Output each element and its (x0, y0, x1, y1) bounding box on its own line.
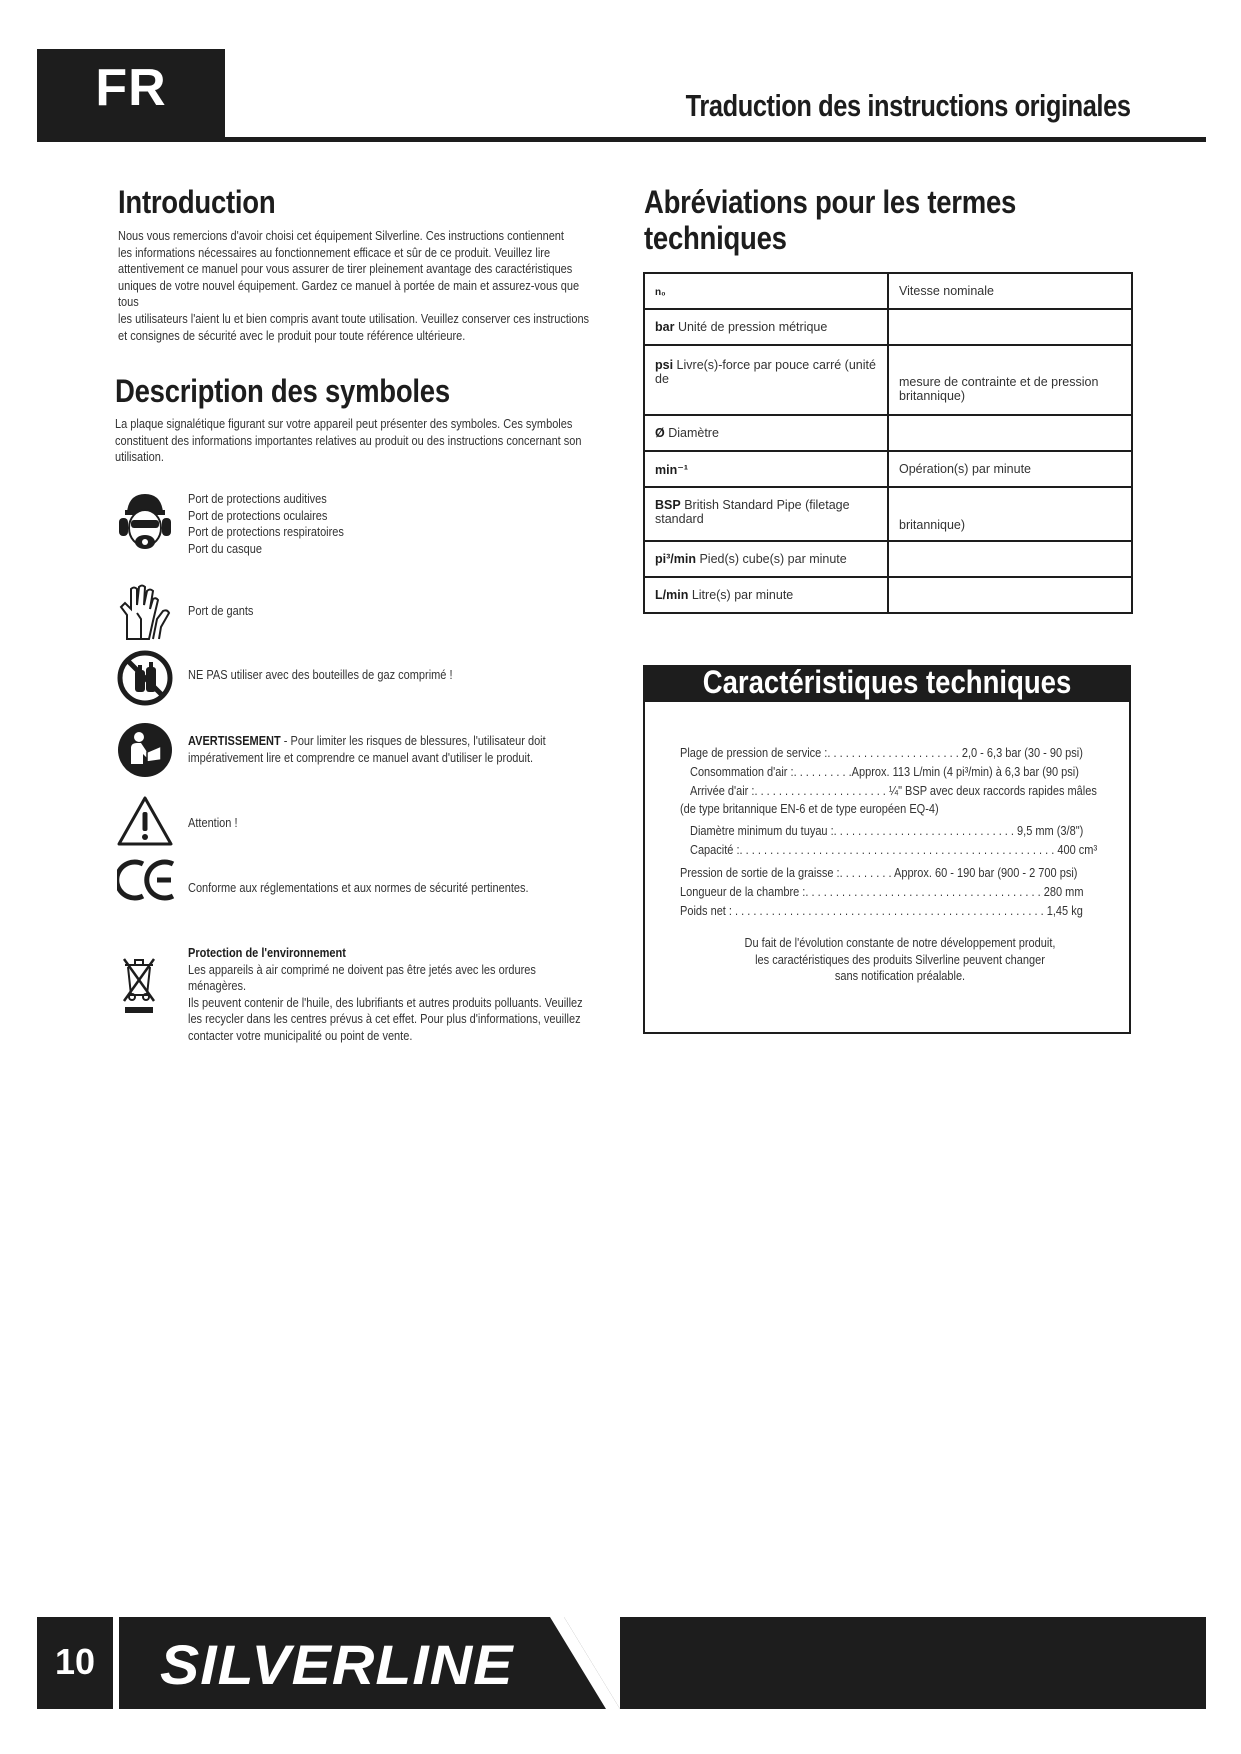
symbols-intro-text: La plaque signalétique figurant sur votre appareil peut présenter des symboles. Ces symboles constituent des informations importantes relatives au produit ou des instructions concernant son utilisation. (115, 417, 582, 465)
warning-triangle-icon (117, 795, 173, 851)
spec-line: Plage de pression de service :. . . . . . . . . . . . . . . . . . . . . . 2,0 - 6,3 bar (30 - 90 psi) (680, 746, 1083, 760)
page-title: Traduction des instructions originales (686, 88, 1131, 123)
spec-line: Consommation d'air :. . . . . . . . . .Approx. 113 L/min (4 pi³/min) à 6,3 bar (90 psi) (690, 765, 1079, 779)
introduction-heading: Introduction (118, 184, 276, 220)
table-row: pi³/min Pied(s) cube(s) par minute (644, 541, 1132, 577)
abbreviations-heading-line1: Abréviations pour les termes (644, 184, 1017, 220)
ce-mark-icon (117, 858, 173, 914)
table-row: BSP British Standard Pipe (filetage standard britannique) (644, 487, 1132, 541)
specs-heading: Caractéristiques techniques (702, 664, 1072, 700)
spec-line: (de type britannique EN-6 et de type européen EQ-4) (680, 802, 939, 816)
spec-line: Poids net : . . . . . . . . . . . . . . . . . . . . . . . . . . . . . . . . . . . . . . . . . . . . . . . . . . . 1,45 kg (680, 904, 1083, 918)
introduction-text: Nous vous remercions d'avoir choisi cet équipement Silverline. Ces instructions contiennent les informations nécessaires au fonctionnement efficace et sûr de ce produit. Veuillez lire attentivement ce manuel pour vous assurer de tirer pleinement avantage des caractéristiques uniques de votre nouvel équipement. Gardez ce manuel à portée de main et assurez-vous que tous les utilisateurs l'aient lu et bien compris avant toute utilisation. Veuillez conserver ces instructions et consignes de sécurité avec le produit pour toute référence ultérieure. (118, 229, 590, 343)
brand-logo: SILVERLINE (160, 1633, 514, 1696)
spec-line: Longueur de la chambre :. . . . . . . . . . . . . . . . . . . . . . . . . . . . . . . . . . . . . . . 280 mm (680, 885, 1084, 899)
page-number: 10 (54, 1641, 96, 1682)
symbol-text-gloves: Port de gants (188, 604, 254, 618)
table-row: n₀ Vitesse nominale (644, 273, 1132, 309)
symbol-text-protective-gear: Port de protections auditives Port de protections oculaires Port de protections respiratoires Port du casque (188, 492, 344, 556)
footer-divider (113, 1617, 119, 1709)
no-gas-bottles-icon (117, 650, 173, 706)
symbol-text-warning-manual: AVERTISSEMENT - Pour limiter les risques de blessures, l'utilisateur doit impérativement lire et comprendre ce manuel avant d'utiliser le produit. (188, 734, 546, 765)
header-rule (37, 137, 1206, 142)
protective-gear-icon (117, 490, 173, 546)
abbreviations-heading-line2: techniques (644, 220, 787, 256)
symbol-text-attention: Attention ! (188, 816, 238, 830)
table-row: L/min Litre(s) par minute (644, 577, 1132, 613)
abbreviations-table (643, 272, 1133, 614)
spec-line: Capacité :. . . . . . . . . . . . . . . . . . . . . . . . . . . . . . . . . . . . . . . . . . . . . . . . . . . . 400 cm³ (690, 843, 1098, 857)
symbol-text-no-gas-bottles: NE PAS utiliser avec des bouteilles de gaz comprimé ! (188, 668, 453, 682)
footer-slash-decoration (530, 1617, 620, 1709)
read-manual-icon (117, 722, 173, 778)
table-row: bar Unité de pression métrique (644, 309, 1132, 345)
table-row: min⁻¹ Opération(s) par minute (644, 451, 1132, 487)
symbol-text-ce: Conforme aux réglementations et aux normes de sécurité pertinentes. (188, 881, 529, 895)
warning-label: AVERTISSEMENT (188, 734, 281, 748)
spec-line: Diamètre minimum du tuyau :. . . . . . . . . . . . . . . . . . . . . . . . . . . . . . 9,5 mm (3/8") (690, 824, 1084, 838)
table-row: Ø Diamètre (644, 415, 1132, 451)
symbols-heading: Description des symboles (115, 373, 450, 409)
language-code: FR (95, 59, 167, 117)
table-row: psi Livre(s)-force par pouce carré (unité de mesure de contrainte et de pression britannique) (644, 345, 1132, 415)
spec-line: Arrivée d'air :. . . . . . . . . . . . . . . . . . . . . . ¼" BSP avec deux raccords rapides mâles (690, 784, 1097, 798)
symbol-text-environment: Protection de l'environnement Les appareils à air comprimé ne doivent pas être jetés avec les ordures ménagères. Ils peuvent contenir de l'huile, des lubrifiants et autres produits polluants. Veuillez les recycler dans les centres prévus à cet effet. Pour plus d'informations, veuillez contacter votre municipalité ou point de vente. (188, 946, 583, 1043)
specs-note: Du fait de l'évolution constante de notre développement produit, les caractéristiques des produits Silverline peuvent changer sans notification préalable. (744, 936, 1056, 984)
gloves-icon (117, 583, 173, 639)
spec-line: Pression de sortie de la graisse :. . . . . . . . . Approx. 60 - 190 bar (900 - 2 700 psi) (680, 866, 1078, 880)
weee-bin-icon (122, 955, 178, 1011)
